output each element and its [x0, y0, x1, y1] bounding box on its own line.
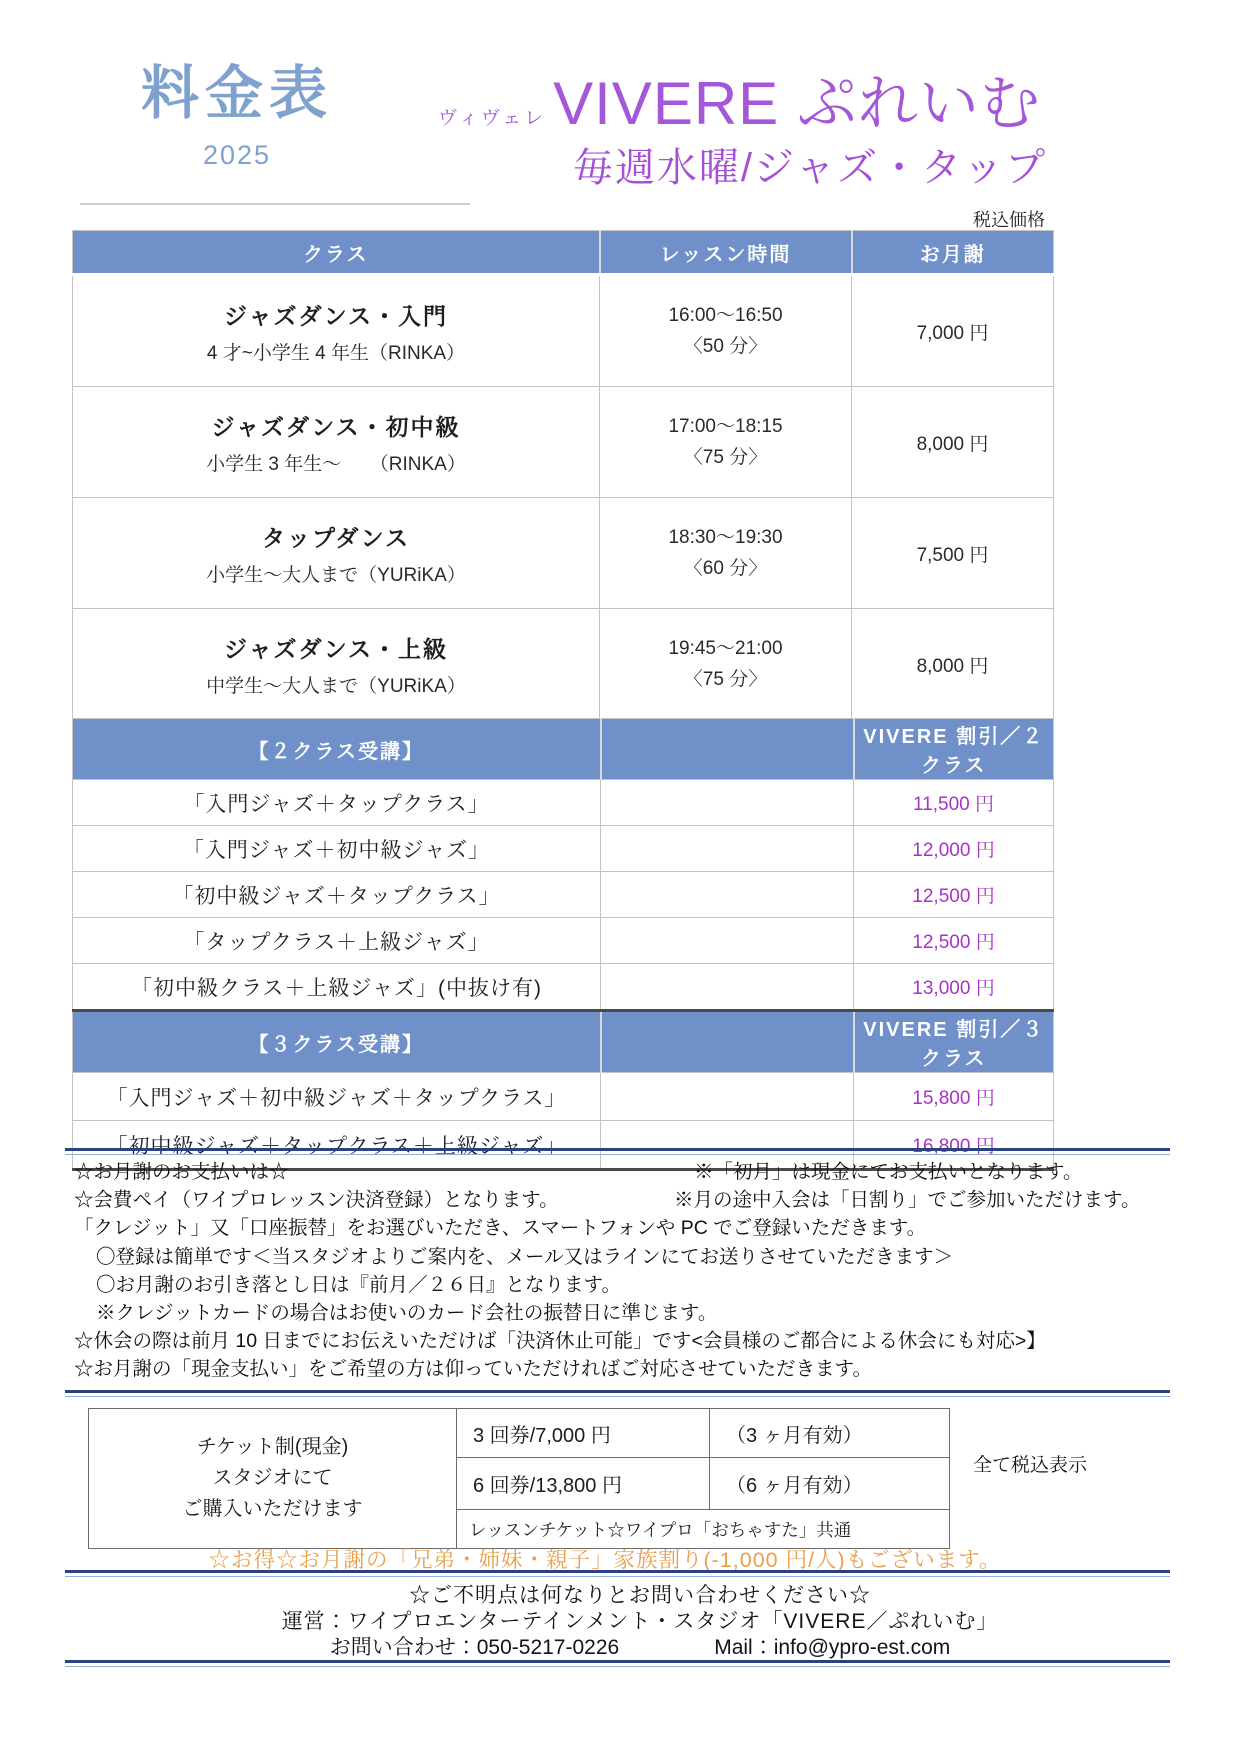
schedule-subtitle: 毎週水曜/ジャズ・タップ: [572, 146, 1048, 190]
three-class-discount-header: VIVERE 割引／３クラス: [854, 1011, 1054, 1073]
two-class-discount-header: VIVERE 割引／２クラス: [854, 719, 1054, 780]
footer-contact-invite: ☆ご不明点は何なりとお問い合わせください☆: [409, 1584, 871, 1607]
note-line: ※クレジットカードの場合はお使いのカード会社の振替日に準じます。: [96, 1302, 718, 1325]
price-table-header-row: [73, 231, 1054, 275]
time-cell: [600, 498, 852, 609]
discount-table: [72, 718, 1054, 1171]
footer-email: Mail：info@ypro-est.com: [714, 1636, 951, 1659]
bottom-divider: [65, 1660, 1170, 1667]
monthly-fee: 7,500 円: [852, 498, 1054, 609]
class-cell: [73, 609, 600, 721]
ticket-common-note: レッスンチケット☆ワイプロ「おちゃすた」共通: [457, 1510, 950, 1549]
time-cell: [600, 387, 852, 498]
note-line: ☆休会の際は前月 10 日までにお伝えいただけば「決済休止可能」です<会員様のご都合による休会にも対応>】: [74, 1330, 1046, 1353]
title-underline: [80, 203, 470, 205]
note-text: ☆会費ペイ（ワイプロレッスン決済登録）となります。: [74, 1189, 559, 1212]
lesson-time: 19:45～21:00: [668, 638, 783, 659]
combo-price: 12,500 円: [854, 918, 1054, 964]
note-line: [74, 1186, 1186, 1214]
empty-cell: [601, 964, 854, 1011]
combo-name: 「入門ジャズ＋初中級ジャズ」: [73, 826, 601, 872]
class-cell: [73, 387, 600, 498]
three-class-header-row: [73, 1011, 1054, 1073]
note-line: ☆お月謝の「現金支払い」をご希望の方は仰っていただければご対応させていただきます。: [74, 1358, 872, 1381]
column-header-fee: お月謝: [852, 231, 1054, 275]
brand-name: VIVERE ぷれいむ: [553, 70, 1041, 137]
combo-name: 「入門ジャズ＋タップクラス」: [73, 780, 601, 826]
empty-cell: [601, 872, 854, 918]
table-row: [73, 826, 1054, 872]
combo-name: 「入門ジャズ＋初中級ジャズ＋タップクラス」: [73, 1073, 601, 1121]
class-sub: 小学生 3 年生～ （RINKA）: [206, 453, 466, 475]
table-row: [73, 498, 1054, 609]
three-class-header: 【３クラス受講】: [73, 1011, 601, 1073]
combo-price: 12,500 円: [854, 872, 1054, 918]
footer-operator: 運営：ワイプロエンターテインメント・スタジオ「VIVERE／ぷれいむ」: [281, 1610, 999, 1633]
lesson-time: 16:00～16:50: [668, 305, 783, 326]
table-row: [73, 609, 1054, 721]
table-row: [89, 1409, 950, 1458]
note-line: 〇登録は簡単です＜当スタジオよりご案内を、メール又はラインにてお送りさせていただきます＞: [96, 1245, 954, 1268]
combo-price: 11,500 円: [854, 780, 1054, 826]
empty-cell: [601, 780, 854, 826]
empty-header-cell: [601, 719, 854, 780]
lesson-duration: 〈50 分〉: [683, 336, 768, 357]
combo-price: 15,800 円: [854, 1073, 1054, 1121]
ticket-info-line: ご購入いただけます: [182, 1498, 363, 1520]
class-sub: 小学生～大人まで（YURiKA）: [206, 564, 466, 586]
section-divider: [65, 1390, 1170, 1397]
table-row: [73, 1073, 1054, 1121]
empty-cell: [601, 918, 854, 964]
ticket-table: [88, 1408, 950, 1549]
class-sub: 中学生～大人まで（YURiKA）: [206, 675, 466, 697]
ticket-info-line: スタジオにて: [212, 1467, 333, 1489]
lesson-duration: 〈75 分〉: [683, 669, 768, 690]
note-line: 〇お月謝のお引き落とし日は『前月／２６日』となります。: [96, 1273, 621, 1296]
lesson-time: 17:00～18:15: [668, 416, 783, 437]
section-divider: [65, 1570, 1170, 1577]
class-name: ジャズダンス・初中級: [211, 413, 461, 440]
ticket-price: 3 回券/7,000 円: [457, 1409, 710, 1458]
table-row: [73, 275, 1054, 387]
column-header-class: クラス: [73, 231, 600, 275]
combo-price: 12,000 円: [854, 826, 1054, 872]
lesson-time: 18:30～19:30: [668, 527, 783, 548]
empty-cell: [601, 1073, 854, 1121]
section-divider: [65, 1148, 1170, 1155]
tax-included-label: 税込価格: [973, 210, 1045, 230]
lesson-duration: 〈60 分〉: [683, 558, 768, 579]
price-table: [72, 230, 1054, 721]
year-label: 2025: [202, 140, 272, 170]
family-discount-note: ☆お得☆お月謝の「兄弟・姉妹・親子」家族割り(-1,000 円/人)もございます。: [208, 1548, 1002, 1572]
ticket-info-cell: [89, 1409, 457, 1549]
ticket-price: 6 回券/13,800 円: [457, 1458, 710, 1510]
combo-price: 13,000 円: [854, 964, 1054, 1011]
class-cell: [73, 498, 600, 609]
monthly-fee: 8,000 円: [852, 387, 1054, 498]
footer-contact-row: [50, 1631, 1230, 1661]
tax-included-note: 全て税込表示: [973, 1455, 1088, 1476]
combo-name: 「初中級ジャズ＋タップクラス＋上級ジャズ」: [73, 1121, 601, 1170]
class-cell: [73, 275, 600, 387]
brand-furigana: ヴィヴェレ: [438, 108, 547, 129]
table-row: [73, 918, 1054, 964]
column-header-time: レッスン時間: [600, 231, 852, 275]
payment-notes: [74, 1158, 1186, 1384]
class-sub: 4 才~小学生 4 年生（RINKA）: [206, 342, 466, 364]
page-title: 料金表: [140, 61, 333, 126]
table-row: [73, 964, 1054, 1011]
table-row: [73, 387, 1054, 498]
brand-block: [438, 56, 1041, 142]
time-cell: [600, 275, 852, 387]
lesson-duration: 〈75 分〉: [683, 447, 768, 468]
class-name: ジャズダンス・上級: [223, 635, 449, 662]
combo-name: 「初中級ジャズ＋タップクラス」: [73, 872, 601, 918]
empty-header-cell: [601, 1011, 854, 1073]
monthly-fee: 8,000 円: [852, 609, 1054, 721]
note-text: ※月の途中入会は「日割り」でご参加いただけます。: [674, 1189, 1141, 1212]
combo-name: 「初中級クラス＋上級ジャズ」(中抜け有): [73, 964, 601, 1011]
monthly-fee: 7,000 円: [852, 275, 1054, 387]
two-class-header: 【２クラス受講】: [73, 719, 601, 780]
table-row: [73, 780, 1054, 826]
ticket-validity: （6 ヶ月有効）: [710, 1458, 950, 1510]
table-row: [73, 872, 1054, 918]
note-line: 「クレジット」又「口座振替」をお選びいただき、スマートフォンや PC でご登録いただきます。: [74, 1217, 927, 1240]
note-text: ☆お月謝のお支払いは☆: [74, 1161, 289, 1183]
two-class-header-row: [73, 719, 1054, 780]
ticket-validity: （3 ヶ月有効）: [710, 1409, 950, 1458]
class-name: ジャズダンス・入門: [223, 302, 449, 329]
combo-name: 「タップクラス＋上級ジャズ」: [73, 918, 601, 964]
combo-price: 16,800 円: [854, 1121, 1054, 1170]
document-title-block: [72, 46, 402, 171]
note-line: [74, 1158, 1186, 1186]
note-text: ※「初月」は現金にてお支払いとなります。: [694, 1161, 1083, 1183]
ticket-info-line: チケット制(現金): [196, 1436, 349, 1458]
footer-phone: お問い合わせ：050-5217-0226: [329, 1636, 620, 1659]
time-cell: [600, 609, 852, 721]
empty-cell: [601, 826, 854, 872]
class-name: タップダンス: [262, 524, 410, 551]
